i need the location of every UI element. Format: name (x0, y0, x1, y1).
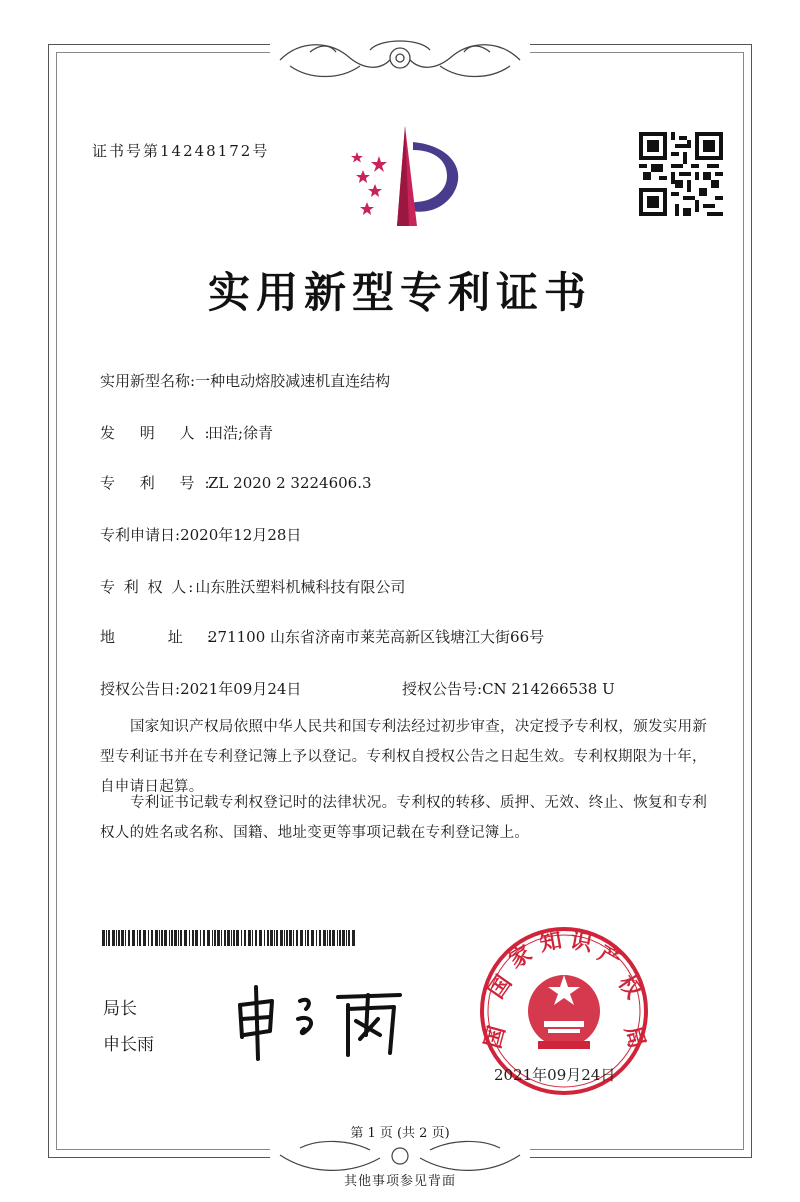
barcode-icon (102, 930, 358, 946)
field-value: 2021年09月24日 (180, 680, 302, 698)
field-value: CN 214266538 U (482, 680, 615, 698)
field-label: 专 利 权 人: (100, 578, 196, 596)
field-grant-announcement-number (402, 678, 615, 699)
field-grant-announcement-date (100, 678, 301, 699)
svg-text:权: 权 (612, 971, 646, 1004)
paragraph-legal-status: 专利证书记载专利权登记时的法律状况。专利权的转移、质押、无效、终止、恢复和专利权人的姓名或名称、国籍、地址变更等事项记载在专利登记簿上。 (100, 795, 708, 841)
svg-text:局: 局 (619, 1023, 650, 1052)
handwritten-signature-icon (228, 975, 408, 1065)
field-value: ZL 2020 2 3224606.3 (208, 474, 372, 492)
field-label: 授权公告号: (402, 680, 483, 698)
field-value: 田浩;徐青 (208, 424, 274, 442)
field-inventor (100, 422, 273, 443)
qr-code-icon (639, 132, 723, 216)
page-number: 第 1 页 (共 2 页) (350, 1126, 450, 1141)
field-label: 专利申请日: (100, 526, 181, 544)
svg-text:知: 知 (537, 928, 564, 957)
field-utility-model-name (100, 370, 390, 391)
footer-note: 其他事项参见背面 (343, 1174, 456, 1189)
svg-text:国: 国 (480, 1023, 511, 1052)
field-address (100, 626, 544, 647)
field-application-date (100, 524, 301, 545)
svg-text:家: 家 (504, 941, 537, 974)
certificate-number: 证书号第14248172号 (92, 142, 270, 160)
svg-text:国: 国 (484, 971, 518, 1004)
field-patent-number (100, 472, 372, 493)
paragraph-grant-statement: 国家知识产权局依照中华人民共和国专利法经过初步审查，决定授予专利权，颁发实用新型专利证书并在专利登记簿上予以登记。专利权自授权公告之日起生效。专利权期限为十年，自申请日起算。 (100, 719, 708, 795)
field-label: 专 利 号: (100, 474, 220, 492)
svg-text:识: 识 (568, 928, 595, 957)
director-name: 申长雨 (103, 1035, 154, 1055)
field-label: 地 址: (100, 628, 236, 646)
field-label: 发 明 人: (100, 424, 220, 442)
director-title: 局长 (103, 999, 137, 1019)
field-label: 实用新型名称: (100, 372, 196, 390)
top-ornament-icon (270, 30, 530, 90)
field-label: 授权公告日: (100, 680, 181, 698)
patent-office-logo-icon (335, 122, 470, 232)
field-patentee (100, 576, 405, 597)
field-value: 271100 山东省济南市莱芜高新区钱塘江大街66号 (208, 628, 545, 646)
field-value: 一种电动熔胶减速机直连结构 (195, 372, 391, 390)
certificate-title: 实用新型专利证书 (207, 268, 592, 317)
seal-date: 2021年09月24日 (494, 1066, 616, 1084)
svg-text:产: 产 (593, 941, 626, 974)
field-value: 山东胜沃塑料机械科技有限公司 (195, 578, 406, 596)
field-value: 2020年12月28日 (180, 526, 302, 544)
